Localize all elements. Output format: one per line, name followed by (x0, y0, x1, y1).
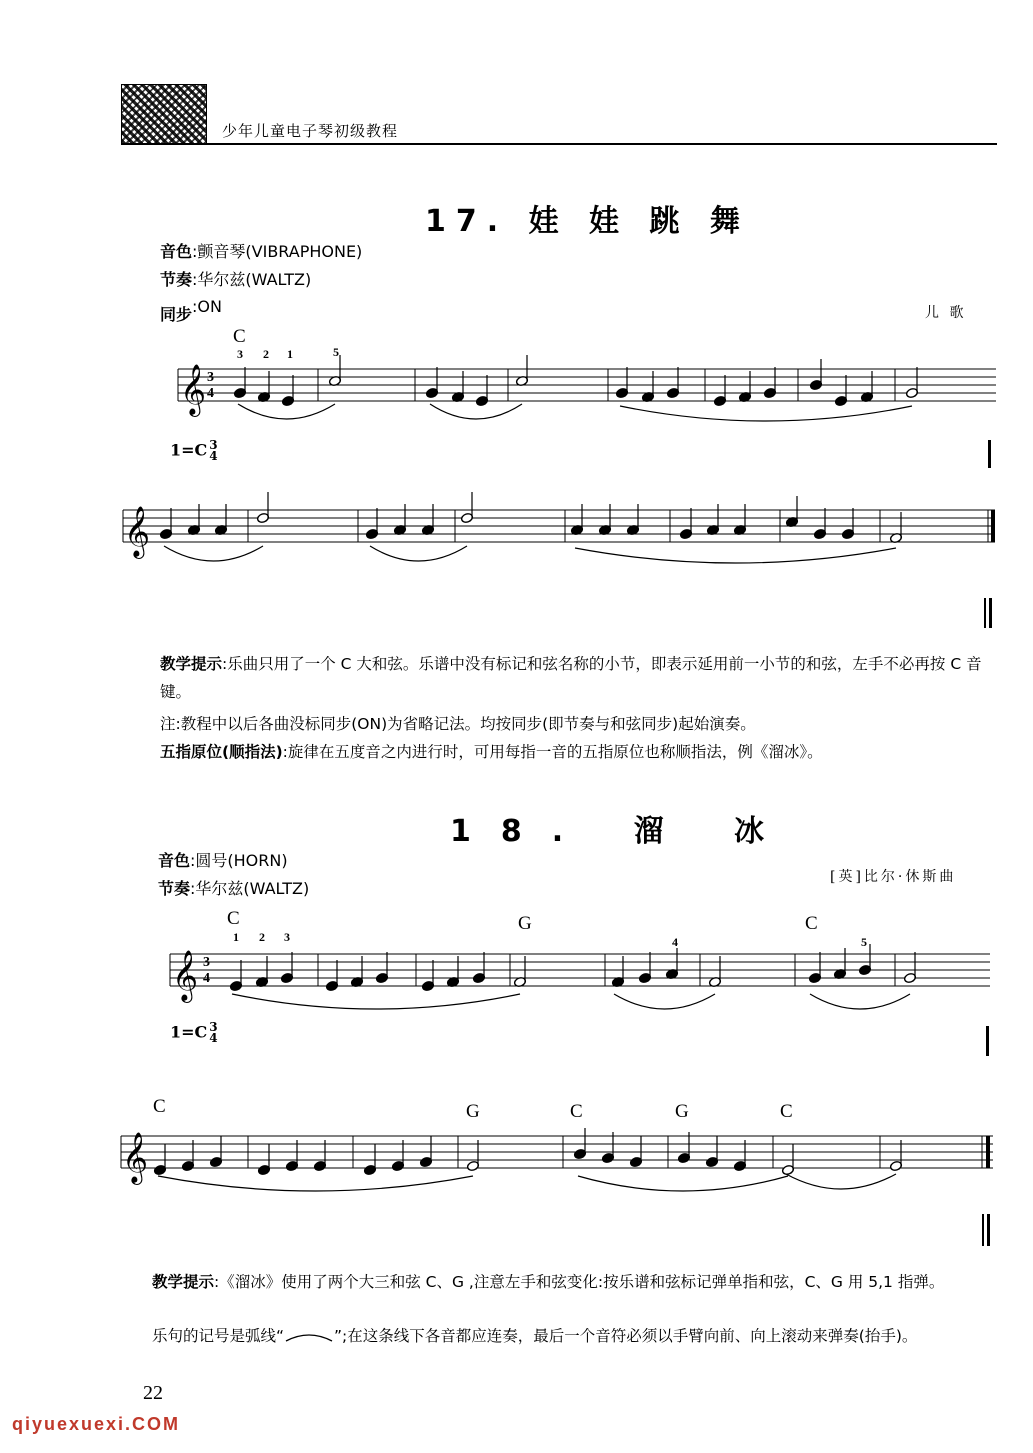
bar-mark (986, 1026, 989, 1056)
svg-text:C: C (153, 1096, 166, 1117)
book-title: 少年儿童电子琴初级教程 (222, 122, 399, 140)
time-sig-top: 3 (203, 955, 210, 970)
slur (620, 406, 912, 421)
time-sig-bottom: 4 (203, 971, 210, 986)
song17-title: 17. 娃 娃 跳 舞 (425, 204, 750, 239)
song18-staff-1 (170, 902, 1000, 1022)
svg-text:C: C (780, 1101, 793, 1122)
slur-icon (284, 1331, 334, 1343)
slur (575, 548, 896, 563)
slur (578, 1176, 788, 1191)
treble-clef-icon: 𝄞 (180, 365, 207, 414)
bar-mark (989, 598, 992, 628)
song17-staff-2 (120, 500, 1000, 590)
treble-clef-icon: 𝄞 (172, 951, 199, 1000)
svg-text:C: C (227, 908, 240, 929)
song17-note: 注:教程中以后各曲没标同步(ON)为省略记法。均按同步(即节奏与和弦同步)起始演奏。 (160, 715, 756, 733)
slur (370, 546, 467, 561)
svg-text:C: C (570, 1101, 583, 1122)
song17-sync: 同步:ON (160, 297, 222, 324)
song18-timbre: 音色:圆号(HORN) (158, 851, 288, 870)
song17-tip: 教学提示:乐曲只用了一个 C 大和弦。乐谱中没有标记和弦名称的小节，即表示延用前一小节的和弦，左手不必再按 C 音键。 (160, 655, 982, 701)
svg-text:G: G (518, 913, 532, 934)
fingering-numbers (237, 345, 339, 361)
watermark: qiyuexuexi.COM (12, 1414, 181, 1434)
song17-credit: 儿 歌 (925, 305, 967, 321)
svg-text:5: 5 (861, 935, 867, 949)
svg-text:G: G (675, 1101, 689, 1122)
song17-rhythm: 节奏:华尔兹(WALTZ) (160, 270, 312, 289)
chord-mark: C (233, 326, 246, 347)
svg-text:2: 2 (263, 347, 269, 361)
song18-staff-2 (118, 1090, 1000, 1200)
svg-text:4: 4 (672, 935, 678, 949)
song18-credit: [英]比尔·休斯曲 (830, 869, 957, 885)
chord-marks (227, 908, 818, 934)
svg-text:3: 3 (237, 347, 243, 361)
svg-text:C: C (805, 913, 818, 934)
slur (164, 546, 263, 561)
slur (430, 404, 522, 419)
slur (786, 1174, 896, 1189)
slur (614, 994, 715, 1009)
slur (232, 994, 520, 1009)
song18-tip: 教学提示:《溜冰》使用了两个大三和弦 C、G ,注意左手和弦变化:按乐谱和弦标记弹单指和弦，C、G 用 5,1 指弹。 (152, 1273, 945, 1291)
chord-marks (153, 1096, 793, 1122)
time-sig-bottom: 4 (207, 386, 214, 401)
svg-text:3: 3 (284, 930, 290, 944)
song17-timbre: 音色:颤音琴(VIBRAPHONE) (160, 242, 363, 261)
song17-staff-1 (170, 320, 1000, 420)
song18-phrase: 乐句的记号是弧线“ ”;在这条线下各音都应连奏，最后一个音符必须以手臂向前、向上滚动来弹奏(抬手)。 (152, 1327, 918, 1345)
slur (810, 994, 910, 1009)
song17-five-finger: 五指原位(顺指法):旋律在五度音之内进行时，可用每指一音的五指原位也称顺指法，例《溜冰》。 (160, 743, 823, 761)
song18-key: 1=C 3 4 (170, 1020, 218, 1045)
slur (158, 1176, 473, 1191)
page-number: 22 (143, 1382, 163, 1404)
treble-clef-icon: 𝄞 (122, 1133, 149, 1182)
song17-key: 1=C 3 4 (170, 438, 218, 463)
song18-title: 18. 溜 冰 (450, 814, 795, 849)
svg-text:1: 1 (287, 347, 293, 361)
svg-text:G: G (466, 1101, 480, 1122)
svg-text:2: 2 (259, 930, 265, 944)
bar-mark (984, 598, 986, 628)
svg-text:5: 5 (333, 345, 339, 359)
fingering-numbers (233, 930, 867, 949)
time-sig-top: 3 (207, 370, 214, 385)
bar-mark (987, 1214, 990, 1246)
svg-text:1: 1 (233, 930, 239, 944)
header-logo (121, 84, 207, 144)
bar-mark (988, 440, 991, 468)
header-divider (121, 143, 997, 145)
song18-rhythm: 节奏:华尔兹(WALTZ) (158, 879, 310, 898)
treble-clef-icon: 𝄞 (124, 507, 151, 556)
slur (238, 404, 335, 419)
bar-mark (982, 1214, 984, 1246)
